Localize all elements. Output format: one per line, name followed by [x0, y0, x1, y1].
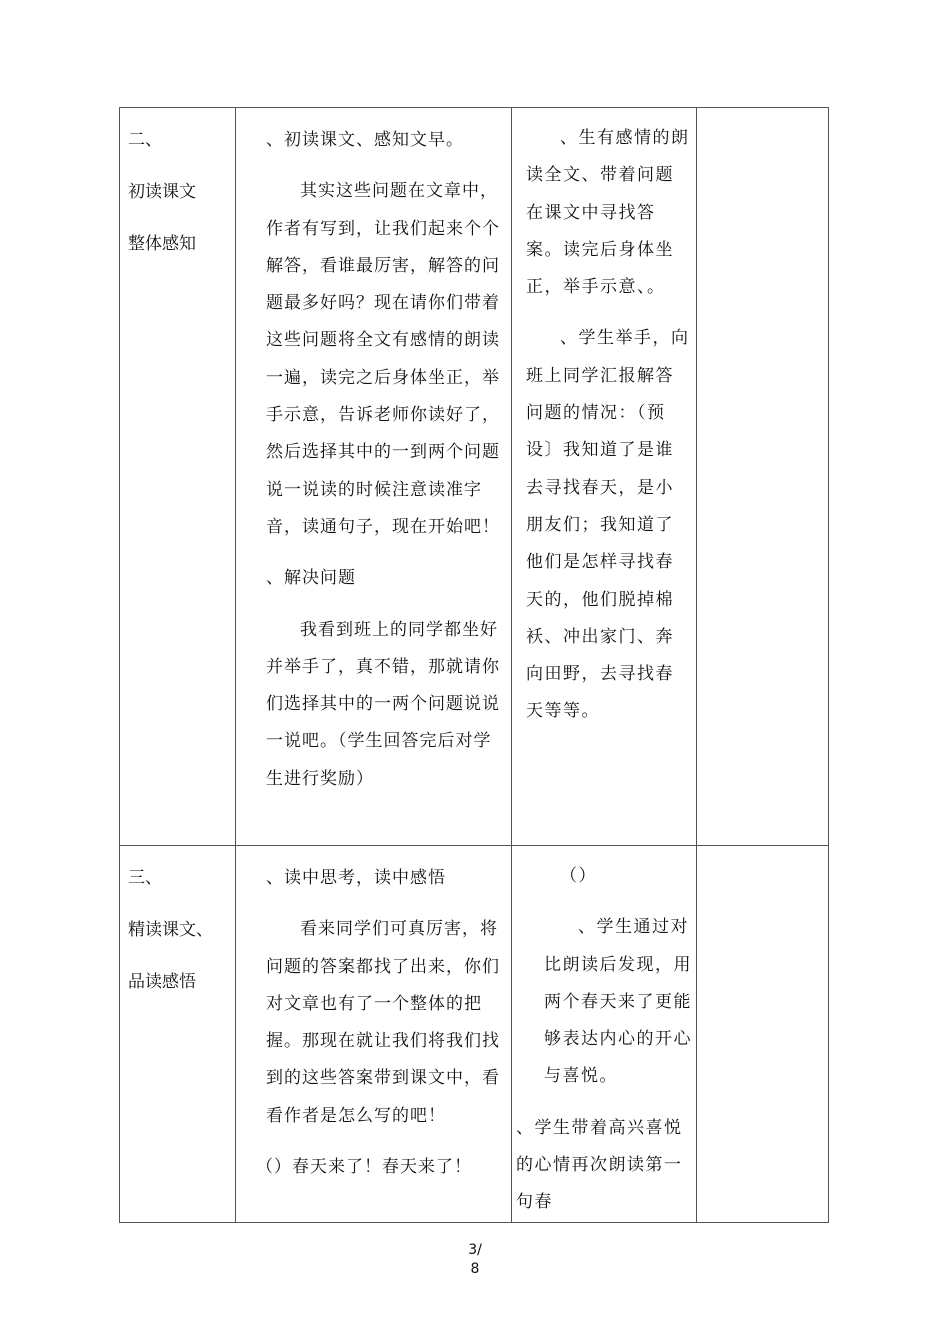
page-number-bottom: 8: [470, 1261, 480, 1277]
activity-paragraph: 我看到班上的同学都坐好并举手了，真不错，那就请你们选择其中的一两个问题说说一说吧。（学生回答完后对学生进行奖励）: [266, 619, 500, 789]
student-paragraph: 、学生举手，向班上同学汇报解答问题的情况：（预设〕我知道了是谁去寻找春天，是小朋友们；我知道了他们是怎样寻找春天的，他们脱掉棉袄、冲出家门、奔向田野，去寻找春天等等。: [526, 328, 690, 722]
activity-heading: 、解决问题: [266, 568, 356, 589]
activity-line: （）春天来了！春天来了！: [256, 1157, 472, 1178]
notes-cell: [697, 846, 829, 1223]
stage-title-line: 整体感知: [128, 234, 196, 254]
student-paragraph: 、学生通过对比朗读后发现，用两个春天来了更能够表达内心的开心与喜悦。: [544, 917, 692, 1087]
page-number-top: 3/: [468, 1242, 482, 1258]
activity-heading: 、初读课文、感知文早。: [266, 130, 464, 150]
table-row: [120, 846, 829, 1223]
stage-number: 二、: [128, 130, 162, 150]
student-activity-cell: [512, 846, 697, 1223]
student-paragraph: 、学生带着高兴喜悦的心情再次朗读第一句春: [516, 1117, 683, 1213]
stage-number: 三、: [128, 868, 162, 888]
notes-cell: [697, 108, 829, 846]
activity-heading: 、读中思考，读中感悟: [266, 868, 446, 888]
stage-cell: [120, 846, 236, 1223]
activity-paragraph: 其实这些问题在文章中，作者有写到，让我们起来个个解答，看谁最厉害，解答的问题最多好吗？现在请你们带着这些问题将全文有感情的朗读一遍，读完之后身体坐正，举手示意，告诉老师你读好了，然后选择其中的一到两个问题说一说读的时候注意读准字音，读通句子，现在开始吧！: [266, 181, 500, 537]
table-row: [120, 108, 829, 846]
student-paragraph: 、生有感情的朗读全文、带着问题在课文中寻找答案。读完后身体坐正，举手示意、。: [526, 128, 690, 298]
stage-title-line: 精读课文、: [128, 920, 213, 940]
stage-title-line: 品读感悟: [128, 972, 196, 992]
teacher-activity-cell: [236, 846, 512, 1223]
page-number: [455, 1241, 495, 1279]
activity-paragraph: 看来同学们可真厉害，将问题的答案都找了出来，你们对文章也有了一个整体的把握。那现在就让我们将我们找到的这些答案带到课文中，看看作者是怎么写的吧！: [266, 919, 500, 1126]
student-activity-cell: [512, 108, 697, 846]
student-line: （）: [560, 866, 597, 886]
lesson-plan-table: [119, 107, 829, 1223]
stage-cell: [120, 108, 236, 846]
stage-title-line: 初读课文: [128, 182, 196, 202]
teacher-activity-cell: [236, 108, 512, 846]
